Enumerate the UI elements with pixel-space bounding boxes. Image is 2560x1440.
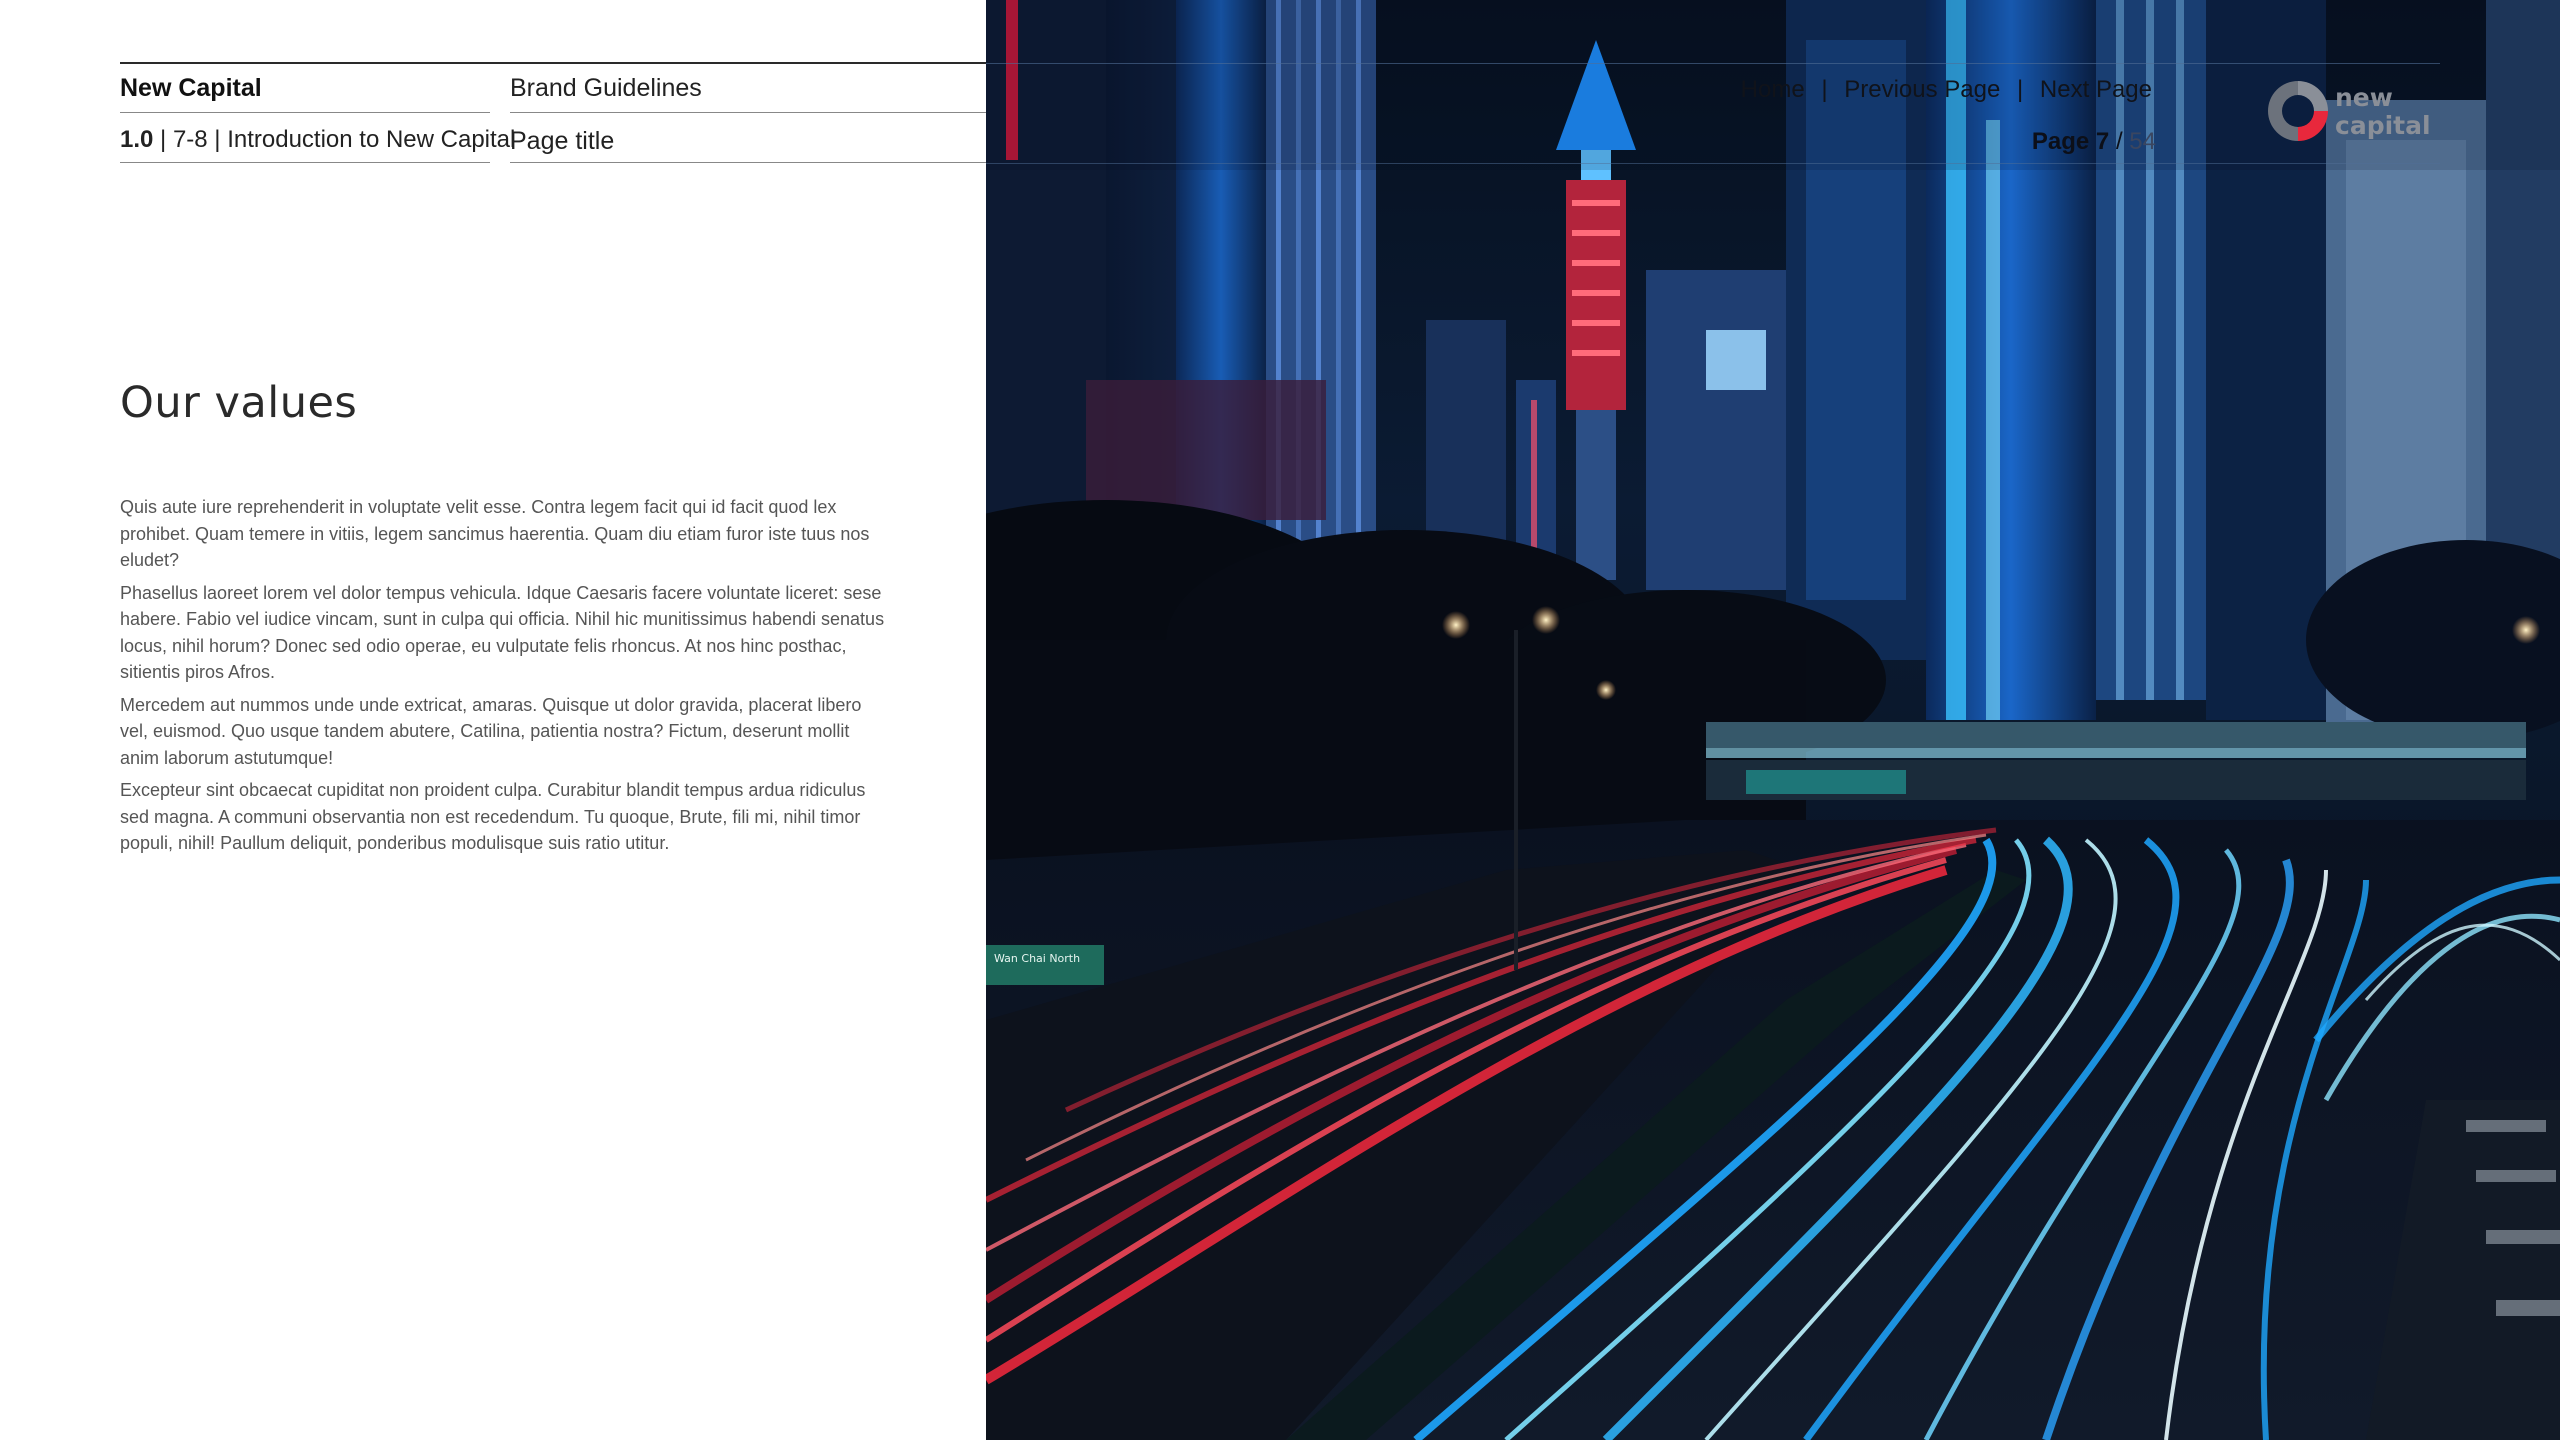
page-counter bbox=[2032, 128, 2156, 156]
section-breadcrumb bbox=[120, 126, 515, 154]
body-paragraph: Phasellus laoreet lorem vel dolor tempus vehicula. Idque Caesaris facere voluntate liceret: sese habere. Fabio vel iudice vincam, sunt in culpa qui officia. Nihil hic munitissimus habendi senatus locus, nihil horum? Donec sed odio operae, eu vulputate felis rhoncus. At nos hinc posthac, sitientis piros Afros. bbox=[120, 582, 885, 682]
brand-name: New Capital bbox=[120, 74, 262, 102]
new-capital-logo[interactable] bbox=[2265, 78, 2445, 144]
road-sign-text: Wan Chai North bbox=[994, 952, 1081, 965]
document-title: Brand Guidelines bbox=[510, 74, 702, 102]
nav-separator: | bbox=[2017, 76, 2024, 103]
logo-mark-icon bbox=[2268, 81, 2328, 141]
header-top-rule-photo bbox=[986, 63, 2440, 64]
nav-separator: | bbox=[1821, 76, 1828, 103]
body-paragraph: Excepteur sint obcaecat cupiditat non proident culpa. Curabitur blandit tempus ardua ridiculus sed magna. A communi observantia non est recedendum. Tu quoque, Brute, fili mi, nihil timor populi, nihil! Paullum deliquit, ponderibus modulisque suis ratio utitur. bbox=[120, 780, 866, 853]
body-paragraph: Mercedem aut nummos unde unde extricat, amaras. Quisque ut dolor gravida, placerat libero vel, euismod. Quo usque tandem abutere, Catilina, patientia nostra? Fictum, deserunt mollit anim laborum astutumque! bbox=[120, 694, 862, 768]
section-number: 1.0 bbox=[120, 126, 154, 153]
section-breadcrumb-text: | 7-8 | Introduction to New Capital bbox=[153, 126, 516, 153]
header-top-rule bbox=[120, 62, 986, 64]
header-mid-rule-left bbox=[120, 112, 490, 113]
nav-home-link[interactable]: Home bbox=[1740, 76, 1805, 103]
city-night-photo bbox=[986, 0, 2560, 1440]
logo-word-new: new bbox=[2335, 83, 2393, 112]
nav-next-page-link[interactable]: Next Page bbox=[2039, 76, 2152, 103]
body-paragraph: Quis aute iure reprehenderit in voluptate velit esse. Contra legem facit qui id facit quod lex prohibet. Quam temere in vitiis, legem sancimus haerentia. Quam diu etiam furor iste tuus nos eludet? bbox=[120, 497, 870, 570]
logo-word-capital: capital bbox=[2335, 111, 2431, 140]
nav-previous-page-link[interactable]: Previous Page bbox=[1844, 76, 2001, 103]
header-bottom-rule-left bbox=[120, 162, 490, 163]
header-bottom-rule-photo bbox=[986, 163, 2440, 164]
total-pages: 54 bbox=[2129, 128, 2156, 155]
page-heading: Our values bbox=[120, 378, 358, 428]
page-counter-separator: / bbox=[2115, 128, 2123, 155]
current-page: Page 7 bbox=[2031, 128, 2110, 155]
page-title-label: Page title bbox=[510, 127, 615, 155]
header-bottom-rule-right bbox=[510, 162, 986, 163]
body-text bbox=[120, 494, 890, 863]
page-navigation bbox=[1741, 76, 2152, 104]
header-mid-rule-right bbox=[510, 112, 986, 113]
